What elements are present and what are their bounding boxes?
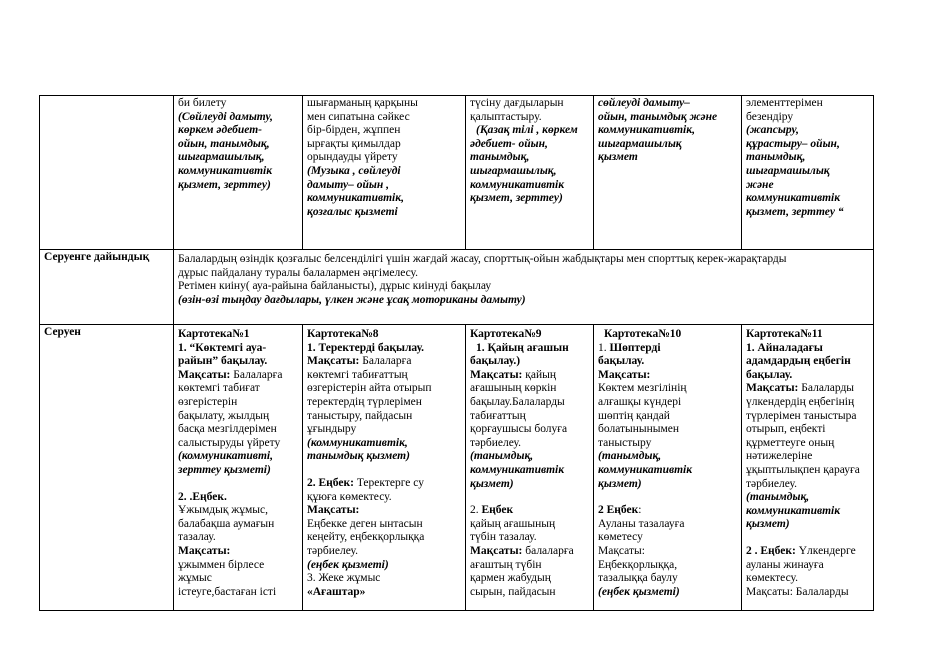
text-line: қызмет, зерттеу “ (746, 205, 844, 218)
row-label-walk: Серуен (40, 325, 174, 611)
text-line: 2 Еңбек (598, 504, 639, 517)
text-line: көметесу (598, 531, 643, 544)
text-line: (еңбек қызметі) (598, 585, 680, 598)
text-line: түбін тазалау. (470, 531, 537, 544)
text-line: 2 . Еңбек: Үлкендерге (746, 544, 856, 557)
text-line: «Ағаштар» (307, 585, 366, 598)
text-line: өзгерістерін (178, 395, 238, 408)
text-line: 2. .Еңбек. (178, 490, 227, 503)
text-line: өзгерістерін айта отырып (307, 382, 432, 395)
text-line: 2. Еңбек: Теректерге су (307, 476, 424, 489)
text-line: ағашының көркін (470, 382, 557, 395)
text-line: бақылату, жылдың (178, 409, 270, 422)
text-line: 1. Теректерді бақылау. (307, 341, 425, 354)
text-line: сөйлеуді дамыту– (598, 97, 690, 109)
text-line: қызмет) (470, 477, 514, 490)
text-line: (коммуникативтік, (307, 436, 408, 449)
text-line: қалыптастыру. (470, 110, 542, 123)
text-line: Мақсаты: Балаларды (746, 382, 855, 395)
text-line (598, 491, 737, 504)
text-line: тазалау. (178, 531, 216, 544)
text-line: нәтижелеріне (746, 450, 813, 463)
text-line: ұғындыру (307, 423, 357, 436)
text-line: Мақсаты: (178, 368, 231, 381)
text-line: ағаштың түбін (470, 558, 542, 571)
walk-card-10 (594, 325, 742, 611)
text-line: коммуникативтік (470, 178, 565, 191)
text-line: (өзін-өзі тыңдау дағдылары, үлкен және ұсақ моториканы дамыту) (178, 293, 526, 306)
cell-day-1 (174, 96, 303, 250)
text-line: көктемгі табиғаттың (307, 368, 408, 381)
text-line: және (746, 178, 774, 191)
text-line: мен сипатына сәйкес (307, 110, 410, 123)
text-line: дамыту– ойын , (307, 178, 389, 191)
text-line: коммуникативтік (598, 463, 693, 476)
text-line: 1. Айналадағы (746, 341, 823, 354)
text-line: 3. Жеке жұмыс (307, 572, 381, 585)
card-title: Картотека№11 (746, 328, 823, 340)
text-line: коммуникативтік (746, 504, 841, 517)
text-line: алғашқы күндері (598, 395, 682, 408)
text-line: шығармашылық, (178, 151, 265, 164)
text-line: теректердің түрлерімен (307, 395, 422, 408)
text-line: танымдық, (746, 151, 806, 164)
text-line: бақылау. (598, 355, 645, 368)
walk-card-11 (742, 325, 874, 611)
text-line: зерттеу қызметі) (178, 463, 271, 476)
text-line: қызмет) (746, 518, 790, 531)
text-line: 1. Қайың ағашын (476, 341, 569, 354)
text-line: үлкендердің еңбегінің (746, 395, 855, 408)
text-line: (еңбек қызметі) (307, 558, 389, 571)
text-line: балабақша аумағын (178, 517, 275, 530)
text-line: қорғаушысы болуға (470, 423, 568, 436)
text-line (178, 478, 298, 491)
text-line: 1. “Көктемгі ауа- (178, 341, 267, 354)
text-line: тазалыққа баулу (598, 572, 678, 585)
text-line (470, 491, 589, 504)
text-line: бақылау.) (470, 355, 521, 368)
text-line: Балалардың өзіндік қозғалыс белсенділігі үшін жағдай жасау, спорттық-ойын жабдықтары мен спорттық керек-жарақтарды (178, 253, 787, 265)
text-line: Мақсаты: (307, 355, 360, 368)
text-line: табиғаттың (470, 409, 526, 422)
card-title: Картотека№1 (178, 328, 250, 340)
text-line: коммуникативтік (178, 164, 273, 177)
text-line: 2 . Еңбек: (746, 544, 796, 557)
text-line: қайың ағашының (470, 517, 556, 530)
card-title: Картотека№10 (604, 328, 682, 340)
text-line: әдебиет- ойын, (470, 137, 548, 150)
text-line: Мақсаты: қайың (470, 368, 556, 381)
text-line: көркем әдебиет- (178, 124, 263, 137)
text-line: шөптің қандай (598, 409, 670, 422)
text-line: дұрыс пайдалану туралы балалармен әңгімелесу. (178, 266, 419, 279)
text-line: ойын, танымдық, (178, 137, 270, 150)
text-line: Ауланы тазалауға (598, 517, 685, 530)
text-line: таныстыру, пайдасын (307, 409, 413, 422)
text-line: қызмет, зерттеу) (470, 192, 563, 205)
text-line: құрметтеуге оның (746, 436, 835, 449)
text-line: көмектесу. (746, 572, 798, 585)
text-line: қызмет, зерттеу) (178, 178, 271, 191)
text-line: Еңбек (481, 504, 514, 517)
walk-card-8 (303, 325, 466, 611)
text-line: ойын, танымдық және (598, 110, 718, 123)
text-line: безендіру (746, 110, 794, 123)
row-label-empty (40, 96, 174, 250)
text-line: отырып, еңбекті (746, 423, 826, 436)
text-line: Мақсаты: Балаларға (178, 368, 283, 381)
text-line: бақылау.Балаларды (470, 395, 565, 408)
text-line: Мақсаты: Балаларға (307, 355, 412, 368)
text-line: коммуникативтік (470, 463, 565, 476)
text-line: құрастыру– ойын, (746, 137, 840, 150)
text-line: қозғалыс қызметі (307, 205, 398, 218)
text-line: (танымдық, (746, 491, 810, 504)
text-line: бақылау. (746, 368, 793, 381)
text-line: шығармашылық (746, 164, 830, 177)
lesson-plan-table (39, 95, 874, 611)
text-line: түсіну дағдыларын (470, 97, 564, 109)
walk-row (40, 325, 874, 611)
activities-continued-row (40, 96, 874, 250)
text-line: тәрбиелеу. (470, 436, 522, 449)
card-title: Картотека№9 (470, 328, 542, 340)
text-line: көктемгі табиғат (178, 382, 260, 395)
text-line: Мақсаты: (598, 544, 645, 557)
text-line (746, 532, 869, 545)
walk-preparation-row (40, 250, 874, 325)
text-line: Мақсаты: (470, 368, 523, 381)
text-line: ұқыптылықпен қарауға (746, 463, 860, 476)
text-line: істеуге,бастаған істі (178, 585, 277, 598)
text-line: орындауды үйрету (307, 151, 398, 164)
text-line: таныстыру (598, 436, 652, 449)
walk-card-9 (466, 325, 594, 611)
text-line: салыстыруды үйрету (178, 436, 281, 449)
text-line: би билету (178, 97, 227, 109)
text-line: 2 Еңбек: (598, 504, 642, 517)
text-line: сырын, пайдасын (470, 585, 556, 598)
text-line: тәрбиелеу. (746, 477, 798, 490)
walk-card-1 (174, 325, 303, 611)
text-line: коммуникативтік (746, 192, 841, 205)
text-line: кеңейту, еңбекқорлыққа (307, 531, 425, 544)
text-line: (танымдық, (598, 450, 662, 463)
text-line: шығарманың қарқыны (307, 97, 418, 109)
text-line: басқа мезгілдерімен (178, 423, 277, 436)
cell-day-5 (742, 96, 874, 250)
walk-preparation-text (174, 250, 874, 325)
card-title: Картотека№8 (307, 328, 379, 340)
row-label-walk-preparation: Серуенге дайындық (40, 250, 174, 325)
text-line: тәрбиелеу. (307, 544, 359, 557)
text-line: адамдардың еңбегін (746, 355, 851, 368)
text-line: 2. Еңбек: (307, 476, 354, 489)
text-line: 2. Еңбек (470, 504, 514, 517)
text-line: (Қазақ тілі , көркем (476, 124, 578, 137)
text-line (307, 464, 461, 477)
text-line: Еңбекқорлыққа, (598, 558, 678, 571)
text-line: (танымдық, (470, 450, 534, 463)
text-line: (жапсыру, (746, 124, 799, 137)
text-line: шығармашылық, (470, 164, 557, 177)
text-line: Мақсаты: (598, 368, 651, 381)
text-line: ұжыммен бірлесе (178, 558, 265, 571)
text-line: қызмет (598, 151, 638, 164)
text-line: Мақсаты: (307, 504, 360, 517)
text-line: түрлерімен таныстыра (746, 409, 857, 422)
text-line: құюға көмектесу. (307, 490, 392, 503)
text-line: жұмыс (178, 572, 212, 585)
text-line: Ретімен киіну( ауа-райына байланысты), дұрыс киінуді бақылау (178, 280, 492, 293)
text-line: танымдық, (470, 151, 530, 164)
text-line: Шөптерді (609, 341, 661, 354)
cell-day-4 (594, 96, 742, 250)
text-line: Еңбекке деген ынтасын (307, 517, 423, 530)
text-line: элементтерімен (746, 97, 823, 109)
text-line: бір-бірден, жұппен (307, 124, 401, 137)
text-line: Көктем мезгілінің (598, 382, 687, 395)
text-line: (Сөйлеуді дамыту, (178, 110, 273, 123)
text-line: Мақсаты: (178, 544, 231, 557)
text-line: ауланы жинауға (746, 558, 824, 571)
text-line: Мақсаты: Балаларды (746, 585, 849, 598)
text-line: 1. Шөптерді (598, 341, 661, 354)
text-line: райын” бақылау. (178, 355, 268, 368)
cell-day-2 (303, 96, 466, 250)
text-line: Ұжымдық жұмыс, (178, 504, 268, 517)
text-line: Мақсаты: балаларға (470, 544, 574, 557)
text-line: болатынынымен (598, 423, 680, 436)
text-line: қызмет) (598, 477, 642, 490)
text-line: (Музыка , сөйлеуді (307, 164, 401, 177)
text-line: Мақсаты: (470, 544, 523, 557)
text-line: коммуникативтік, (598, 124, 695, 137)
text-line: танымдық қызмет) (307, 450, 410, 463)
text-line: ырғақты қимылдар (307, 137, 401, 150)
text-line: Мақсаты: (746, 382, 799, 395)
text-line: шығармашылық (598, 137, 682, 150)
cell-day-3 (466, 96, 594, 250)
text-line: коммуникативтік, (307, 192, 404, 205)
text-line: (коммуникативті, (178, 450, 273, 463)
text-line: қармен жабудың (470, 572, 551, 585)
